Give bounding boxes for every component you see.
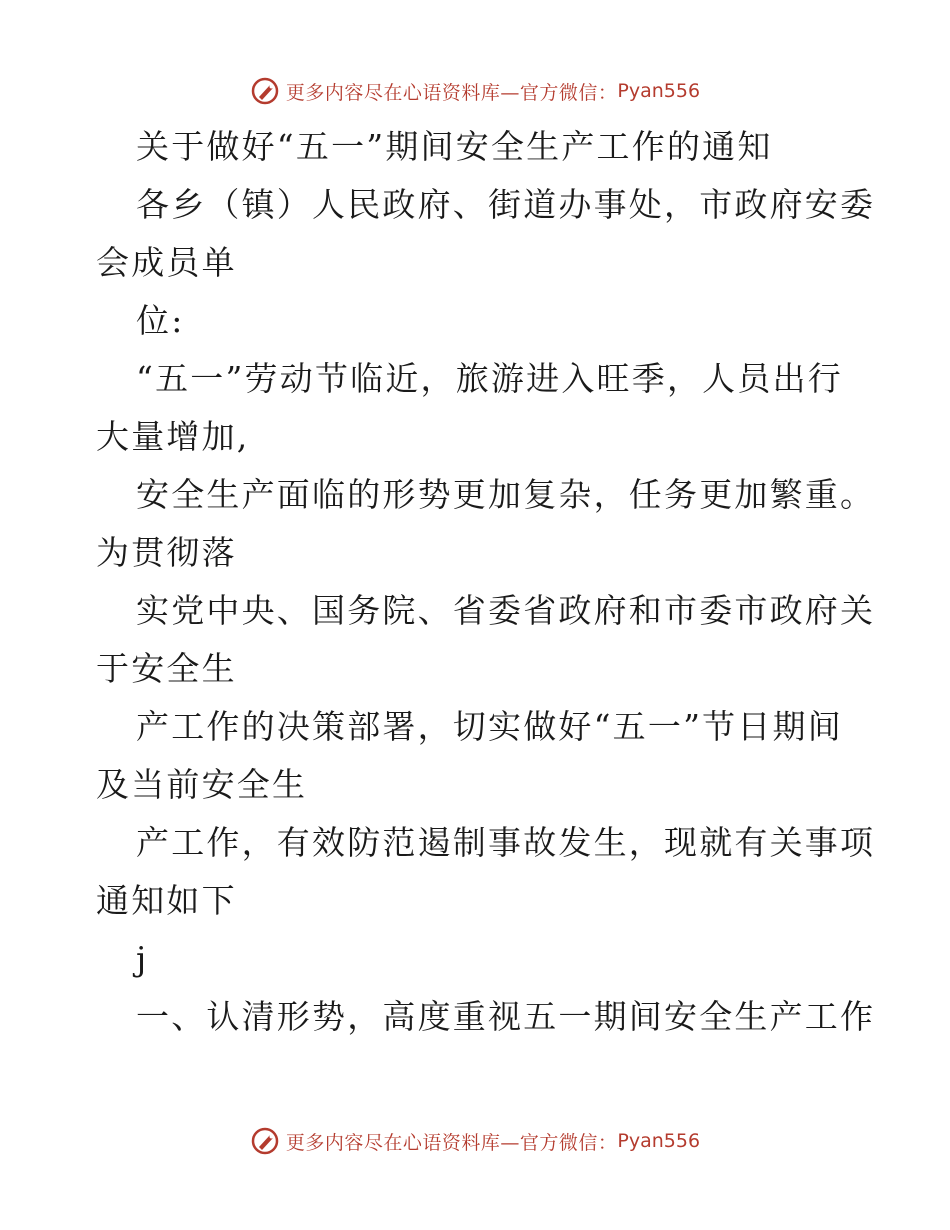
text-line: 及当前安全生 (96, 765, 308, 804)
text-line: 产工作的决策部署，切实做好“五一”节日期间 (136, 707, 843, 746)
watermark-footer (0, 1121, 950, 1161)
text-line: “五一”劳动节临近，旅游进入旺季，人员出行 (136, 359, 843, 398)
watermark-header (0, 71, 950, 111)
section-heading: 一、认清形势，高度重视五一期间安全生产工作 (136, 997, 876, 1036)
text-line: 通知如下 (96, 881, 237, 920)
watermark-text: 更多内容尽在心语资料库—官方微信： (285, 81, 618, 104)
text-line: 于安全生 (96, 649, 237, 688)
watermark-wechat-id: Pyan556 (617, 80, 701, 102)
text-line: 实党中央、国务院、省委省政府和市委市政府关 (136, 591, 876, 630)
pen-logo-icon (250, 76, 280, 106)
text-line: 安全生产面临的形势更加复杂，任务更加繁重。 (136, 475, 876, 514)
watermark-text: 更多内容尽在心语资料库—官方微信： (285, 1131, 618, 1154)
text-line: 产工作，有效防范遏制事故发生，现就有关事项 (136, 823, 876, 862)
pen-logo-icon (250, 1126, 280, 1156)
document-body (96, 118, 876, 1046)
text-line: 各乡（镇）人民政府、街道办事处，市政府安委 (136, 185, 876, 224)
text-line: 为贯彻落 (96, 533, 237, 572)
document-title: 关于做好“五一”期间安全生产工作的通知 (136, 127, 773, 166)
text-line: 位: (136, 301, 185, 340)
text-line: 会成员单 (96, 243, 237, 282)
text-line: 大量增加, (96, 417, 250, 456)
text-line: j (136, 939, 149, 978)
watermark-wechat-id: Pyan556 (617, 1130, 701, 1152)
